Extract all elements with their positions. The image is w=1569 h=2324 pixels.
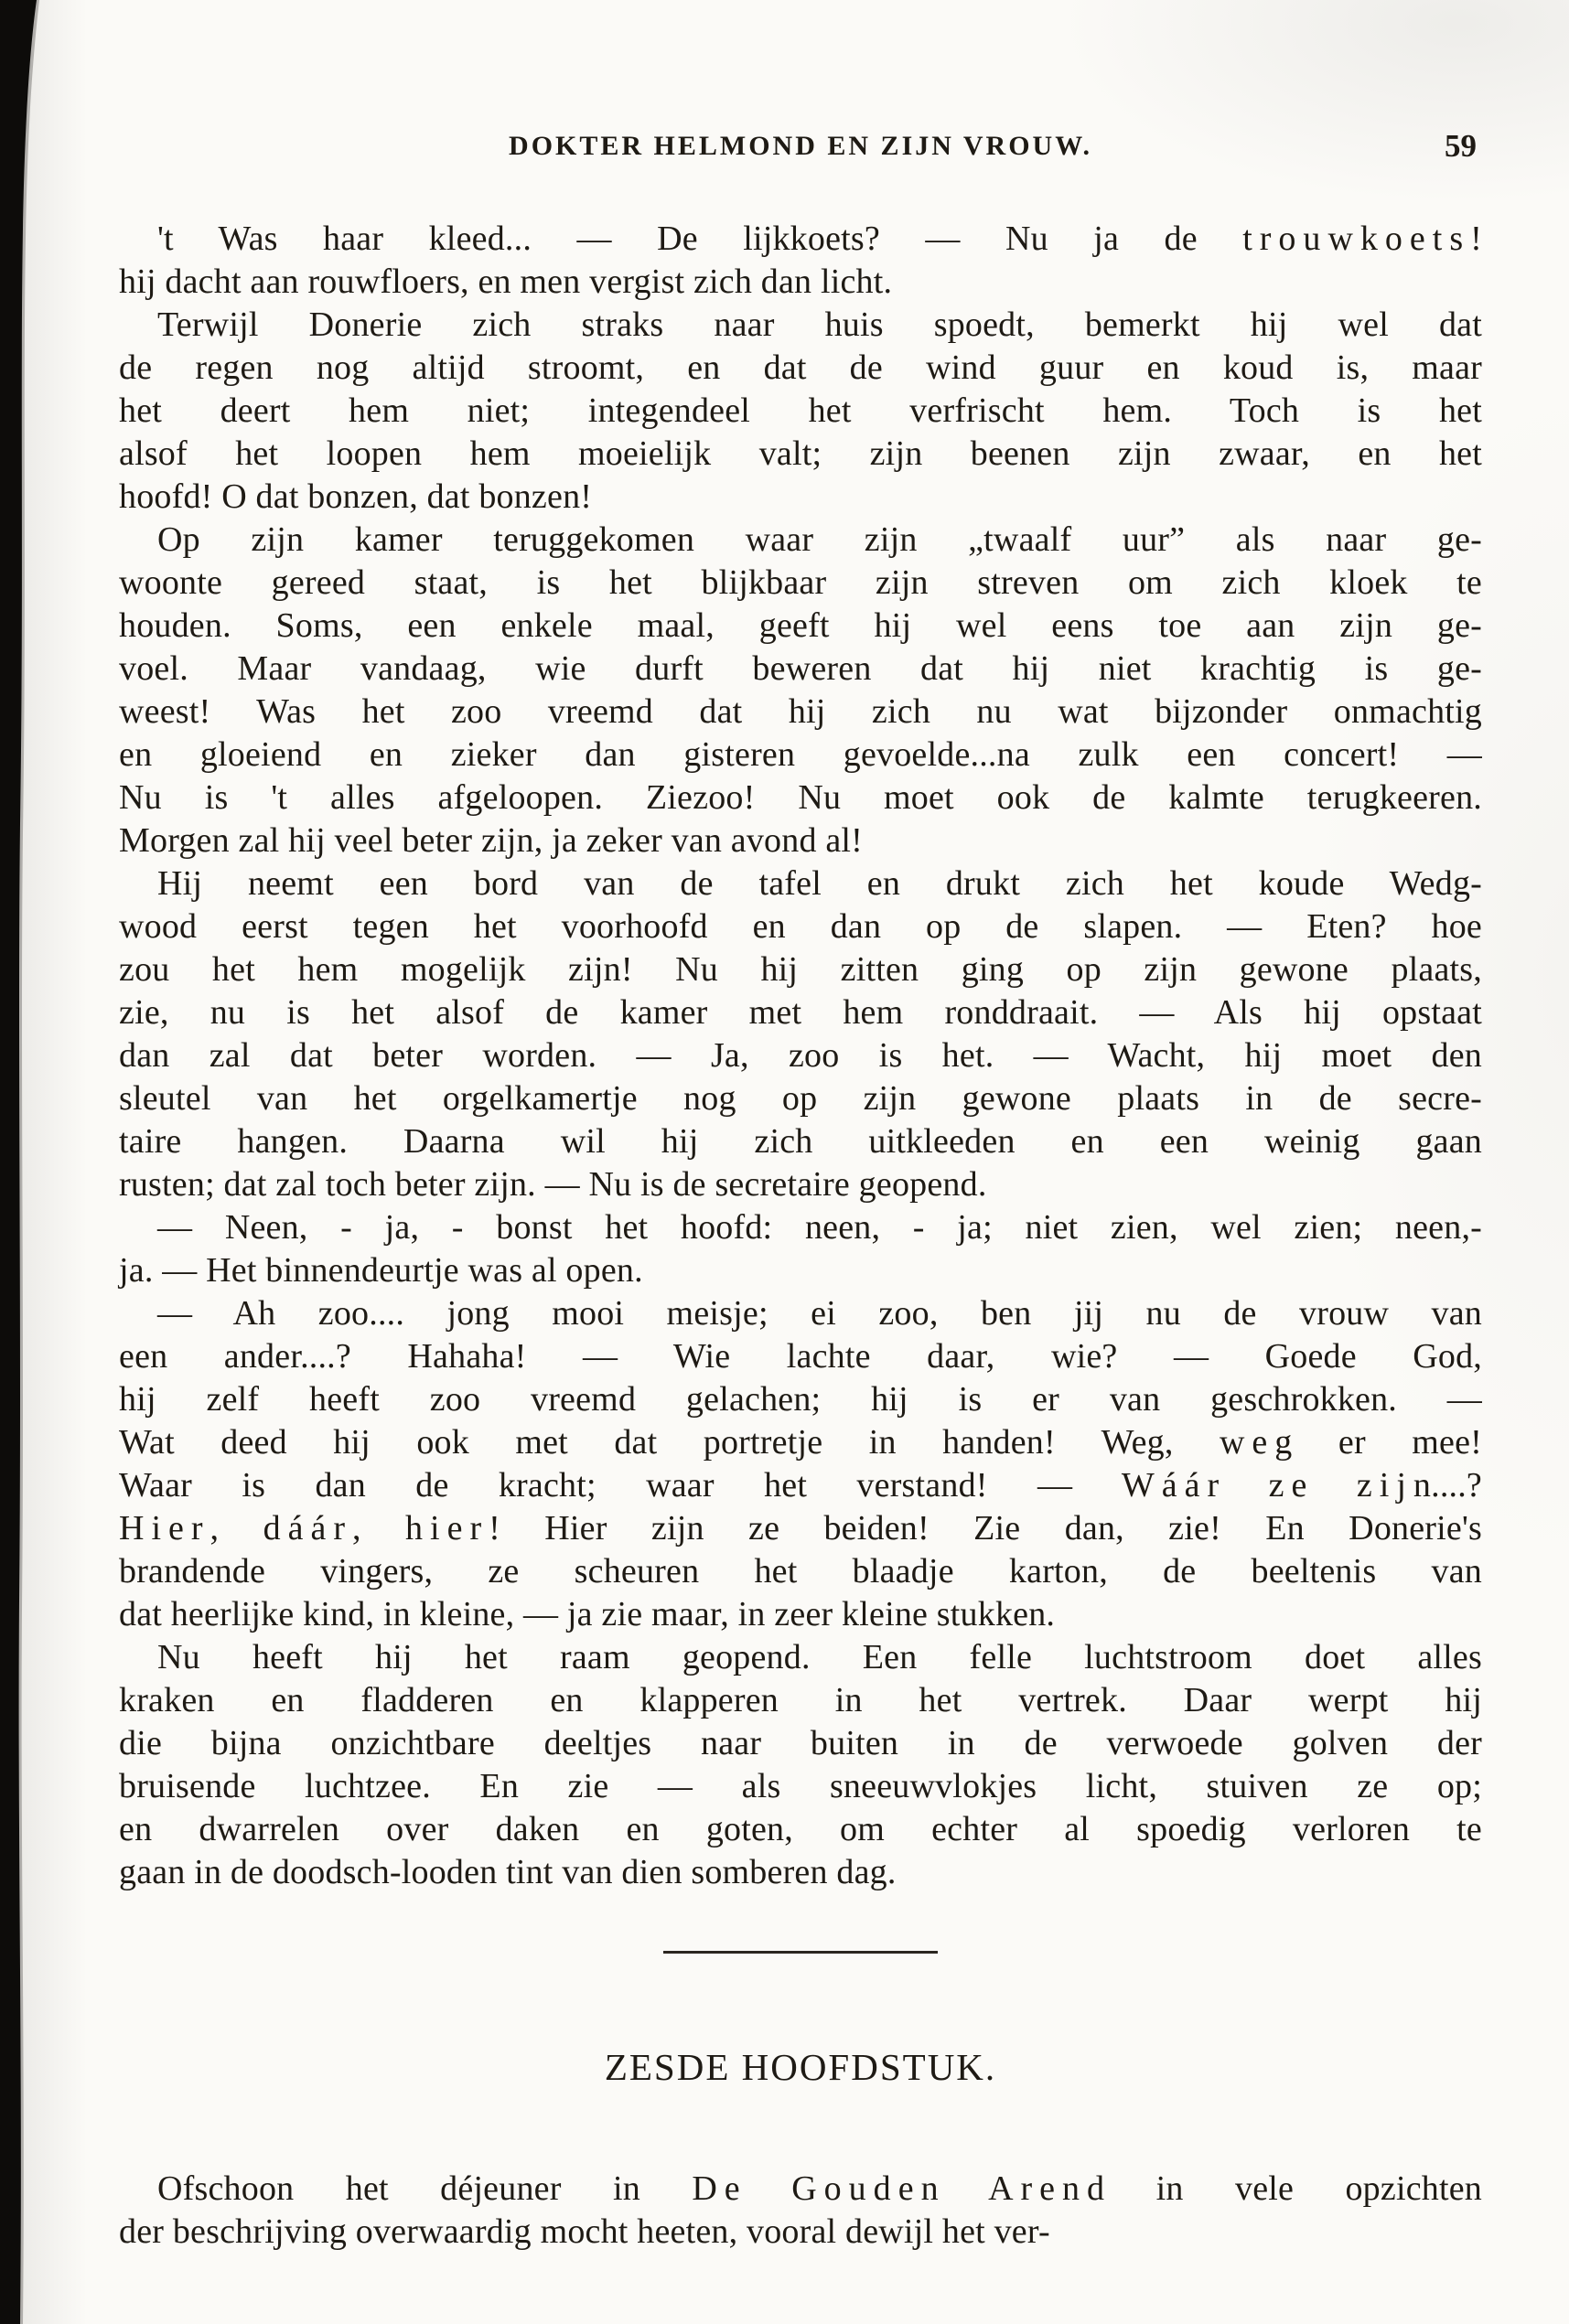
- text-line: die bijna onzichtbare deeltjes naar buiten in de verwoede golven der: [119, 1724, 1482, 1762]
- text-line: gaan in de doodsch-looden tint van dien somberen dag.: [119, 1853, 897, 1891]
- text-line: Wat deed hij ook met dat portretje in handen! Weg, w e g er mee!: [119, 1423, 1482, 1462]
- text-line: Terwijl Donerie zich straks naar huis spoedt, bemerkt hij wel dat: [157, 305, 1482, 344]
- page-number: 59: [1445, 128, 1477, 164]
- text-line: en dwarrelen over daken en goten, om echter al spoedig verloren te: [119, 1810, 1482, 1848]
- text-line: alsof het loopen hem moeielijk valt; zijn beenen zijn zwaar, en het: [119, 434, 1482, 473]
- paragraph: [119, 1292, 1482, 1636]
- text-line: en gloeiend en zieker dan gisteren gevoelde...na zulk een concert! —: [119, 735, 1482, 774]
- text-line: het deert hem niet; integendeel het verfrischt hem. Toch is het: [119, 391, 1482, 430]
- text-line: H i e r , d á á r , h i e r ! Hier zijn ze beiden! Zie dan, zie! En Donerie's: [119, 1509, 1482, 1548]
- text-line: der beschrijving overwaardig mocht heeten, vooral dewijl het ver-: [119, 2212, 1050, 2251]
- paragraph: [119, 1636, 1482, 1894]
- text-line: Hij neemt een bord van de tafel en drukt zich het koude Wedg-: [157, 864, 1482, 903]
- text-line: hoofd! O dat bonzen, dat bonzen!: [119, 477, 593, 516]
- chapter-heading: ZESDE HOOFDSTUK.: [604, 2046, 997, 2088]
- paragraph: [119, 519, 1482, 862]
- text-line: hij dacht aan rouwfloers, en men vergist zich dan licht.: [119, 262, 893, 301]
- text-line: Ofschoon het déjeuner in D e G o u d e n A r e n d in vele opzichten: [157, 2169, 1482, 2208]
- text-line: ja. — Het binnendeurtje was al open.: [119, 1251, 643, 1290]
- text-line: weest! Was het zoo vreemd dat hij zich nu wat bijzonder onmachtig: [119, 692, 1482, 731]
- text-line: zou het hem mogelijk zijn! Nu hij zitten ging op zijn gewone plaats,: [119, 950, 1482, 989]
- text-line: hij zelf heeft zoo vreemd gelachen; hij is er van geschrokken. —: [119, 1380, 1482, 1419]
- text-line: woonte gereed staat, is het blijkbaar zijn streven om zich kloek te: [119, 563, 1482, 602]
- text-line: — Ah zoo.... jong mooi meisje; ei zoo, ben jij nu de vrouw van: [157, 1294, 1482, 1333]
- text-line: Waar is dan de kracht; waar het verstand! — W á á r z e z i j n....?: [119, 1466, 1482, 1505]
- paragraph: [119, 1206, 1482, 1292]
- text-line: een ander....? Hahaha! — Wie lachte daar, wie? — Goede God,: [119, 1337, 1482, 1376]
- text-line: voel. Maar vandaag, wie durft beweren dat hij niet krachtig is ge-: [119, 649, 1482, 688]
- page-header: [119, 126, 1482, 166]
- text-line: 't Was haar kleed... — De lijkkoets? — Nu ja de t r o u w k o e t s !: [157, 220, 1482, 258]
- scan-binding-edge: [0, 0, 40, 2324]
- text-line: dan zal dat beter worden. — Ja, zoo is het. — Wacht, hij moet den: [119, 1036, 1482, 1075]
- paragraph: [119, 218, 1482, 304]
- text-line: rusten; dat zal toch beter zijn. — Nu is de secretaire geopend.: [119, 1165, 987, 1204]
- text-line: taire hangen. Daarna wil hij zich uitkleeden en een weinig gaan: [119, 1122, 1482, 1161]
- text-line: Op zijn kamer teruggekomen waar zijn „twaalf uur” als naar ge-: [157, 520, 1482, 559]
- paragraph: [119, 862, 1482, 1206]
- running-title: DOKTER HELMOND EN ZIJN VROUW.: [509, 131, 1092, 161]
- text-line: Morgen zal hij veel beter zijn, ja zeker van avond al!: [119, 821, 864, 860]
- text-line: houden. Soms, een enkele maal, geeft hij wel eens toe aan zijn ge-: [119, 606, 1482, 645]
- text-line: dat heerlijke kind, in kleine, — ja zie maar, in zeer kleine stukken.: [119, 1595, 1056, 1633]
- text-line: de regen nog altijd stroomt, en dat de wind guur en koud is, maar: [119, 348, 1482, 387]
- text-line: Nu heeft hij het raam geopend. Een felle luchtstroom doet alles: [157, 1638, 1482, 1676]
- text-line: zie, nu is het alsof de kamer met hem ronddraait. — Als hij opstaat: [119, 993, 1482, 1032]
- text-line: sleutel van het orgelkamertje nog op zijn gewone plaats in de secre-: [119, 1079, 1482, 1118]
- text-line: bruisende luchtzee. En zie — als sneeuwvlokjes licht, stuiven ze op;: [119, 1767, 1482, 1805]
- text-line: brandende vingers, ze scheuren het blaadje karton, de beeltenis van: [119, 1552, 1482, 1590]
- paragraph: [119, 2168, 1482, 2254]
- section-divider: [663, 1951, 938, 1954]
- text-line: Nu is 't alles afgeloopen. Ziezoo! Nu moet ook de kalmte terugkeeren.: [119, 778, 1482, 817]
- page-content: [119, 126, 1482, 2254]
- body-text: [119, 218, 1482, 1894]
- paragraph: [119, 304, 1482, 519]
- text-line: — Neen, - ja, - bonst het hoofd: neen, - ja; niet zien, wel zien; neen,-: [157, 1208, 1482, 1247]
- text-line: wood eerst tegen het voorhoofd en dan op de slapen. — Eten? hoe: [119, 907, 1482, 946]
- text-line: kraken en fladderen en klapperen in het vertrek. Daar werpt hij: [119, 1681, 1482, 1719]
